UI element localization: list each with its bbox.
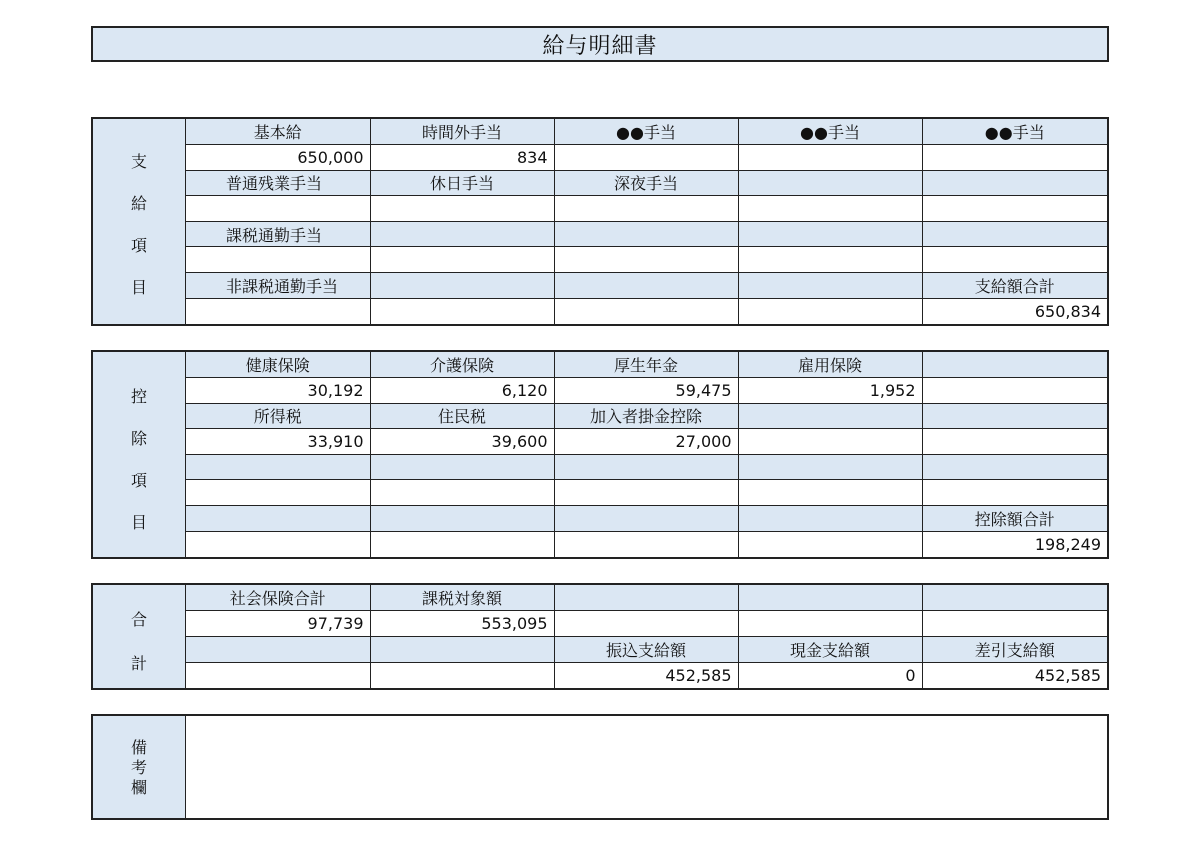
total-label-cell [738, 585, 922, 611]
deduction-value-cell[interactable] [370, 480, 554, 506]
remarks-field[interactable] [186, 716, 1107, 818]
payment-label-cell [370, 221, 554, 247]
side-char: 項 [130, 471, 147, 490]
total-value-cell[interactable]: 452,585 [922, 662, 1107, 688]
payment-value-cell[interactable] [554, 145, 738, 171]
deduction-label-cell [370, 454, 554, 480]
total-value-cell[interactable] [554, 611, 738, 637]
total-value-cell[interactable]: 452,585 [554, 662, 738, 688]
deduction-label-cell: 所得税 [186, 403, 370, 429]
document-title [91, 26, 1109, 62]
payment-value-cell[interactable] [554, 298, 738, 324]
deduction-value-row [186, 429, 1107, 455]
deduction-label-cell [738, 454, 922, 480]
deduction-value-cell[interactable]: 39,600 [370, 429, 554, 455]
deduction-label-row [186, 352, 1107, 378]
side-char: 控 [130, 387, 147, 406]
side-char: 支 [130, 152, 147, 171]
total-value-cell[interactable]: 0 [738, 662, 922, 688]
deduction-table [186, 352, 1107, 557]
total-value-cell[interactable]: 97,739 [186, 611, 370, 637]
total-label-cell [922, 585, 1107, 611]
payment-value-cell[interactable] [370, 247, 554, 273]
deduction-value-cell[interactable] [738, 429, 922, 455]
total-label-cell [554, 585, 738, 611]
total-value-row [186, 611, 1107, 637]
deduction-label-cell [186, 506, 370, 532]
deduction-value-cell[interactable]: 30,192 [186, 378, 370, 404]
side-char: 目 [130, 513, 147, 532]
payment-value-cell[interactable]: 650,834 [922, 298, 1107, 324]
deduction-value-cell[interactable]: 27,000 [554, 429, 738, 455]
payment-label-cell [922, 221, 1107, 247]
payment-label-cell [554, 273, 738, 299]
payment-value-cell[interactable] [370, 196, 554, 222]
payment-value-row [186, 298, 1107, 324]
deduction-label-row [186, 454, 1107, 480]
payment-label-row [186, 170, 1107, 196]
payment-value-cell[interactable] [738, 145, 922, 171]
side-char: 備 [130, 738, 147, 757]
deduction-value-cell[interactable]: 1,952 [738, 378, 922, 404]
deduction-label-cell [738, 403, 922, 429]
deduction-label-cell: 厚生年金 [554, 352, 738, 378]
title-text: 給与明細書 [542, 33, 658, 59]
payment-label-cell: 時間外手当 [370, 119, 554, 145]
payment-value-cell[interactable] [186, 196, 370, 222]
deduction-value-cell[interactable] [186, 531, 370, 557]
total-value-cell[interactable] [186, 662, 370, 688]
payment-label-cell [370, 273, 554, 299]
deduction-label-cell [554, 506, 738, 532]
deduction-value-cell[interactable] [922, 480, 1107, 506]
total-label-row [186, 585, 1107, 611]
deduction-label-cell [738, 506, 922, 532]
total-label-row [186, 637, 1107, 663]
payment-label-cell [738, 273, 922, 299]
deduction-label-cell [922, 454, 1107, 480]
side-char: 考 [130, 758, 147, 777]
payment-value-cell[interactable] [922, 247, 1107, 273]
payment-label-cell: ●●手当 [738, 119, 922, 145]
total-label-cell: 社会保険合計 [186, 585, 370, 611]
payment-label-cell [738, 221, 922, 247]
payment-label-row [186, 119, 1107, 145]
deduction-value-cell[interactable] [186, 480, 370, 506]
deduction-label-cell [922, 403, 1107, 429]
deduction-side-label [93, 352, 186, 557]
total-label-cell [186, 637, 370, 663]
payment-label-cell: 深夜手当 [554, 170, 738, 196]
deduction-label-cell: 介護保険 [370, 352, 554, 378]
total-label-cell: 差引支給額 [922, 637, 1107, 663]
total-value-row [186, 662, 1107, 688]
side-char: 給 [130, 194, 147, 213]
deduction-value-cell[interactable] [738, 480, 922, 506]
deduction-label-row [186, 506, 1107, 532]
remarks-side-label [93, 716, 186, 818]
deduction-value-cell[interactable]: 198,249 [922, 531, 1107, 557]
payment-value-cell[interactable] [186, 247, 370, 273]
total-label-cell [370, 637, 554, 663]
side-char: 計 [130, 654, 147, 673]
payment-value-cell[interactable]: 650,000 [186, 145, 370, 171]
deduction-value-cell[interactable] [554, 480, 738, 506]
payment-label-cell: ●●手当 [554, 119, 738, 145]
payment-label-cell: ●●手当 [922, 119, 1107, 145]
deduction-value-row [186, 378, 1107, 404]
deduction-section [91, 350, 1109, 559]
deduction-label-cell: 健康保険 [186, 352, 370, 378]
deduction-value-cell[interactable] [554, 531, 738, 557]
remarks-section [91, 714, 1109, 820]
side-char: 除 [130, 429, 147, 448]
payment-value-row [186, 145, 1107, 171]
deduction-value-cell[interactable] [922, 378, 1107, 404]
side-char: 欄 [130, 778, 147, 797]
side-char: 合 [130, 610, 147, 629]
payment-label-cell [554, 221, 738, 247]
payment-label-cell: 支給額合計 [922, 273, 1107, 299]
deduction-value-cell[interactable]: 59,475 [554, 378, 738, 404]
payment-value-cell[interactable] [554, 247, 738, 273]
total-value-cell[interactable] [370, 662, 554, 688]
payment-label-cell: 非課税通勤手当 [186, 273, 370, 299]
deduction-value-row [186, 480, 1107, 506]
total-value-cell[interactable]: 553,095 [370, 611, 554, 637]
deduction-label-cell: 控除額合計 [922, 506, 1107, 532]
payment-label-row [186, 273, 1107, 299]
payment-value-cell[interactable] [738, 247, 922, 273]
payment-label-cell: 基本給 [186, 119, 370, 145]
deduction-value-cell[interactable] [370, 531, 554, 557]
payment-value-cell[interactable]: 834 [370, 145, 554, 171]
side-char: 目 [130, 278, 147, 297]
total-table [186, 585, 1107, 688]
payment-value-cell[interactable] [922, 145, 1107, 171]
payment-value-cell[interactable] [738, 298, 922, 324]
deduction-value-cell[interactable]: 33,910 [186, 429, 370, 455]
payment-label-cell: 普通残業手当 [186, 170, 370, 196]
deduction-value-cell[interactable]: 6,120 [370, 378, 554, 404]
payment-value-cell[interactable] [554, 196, 738, 222]
total-section [91, 583, 1109, 690]
payment-side-label [93, 119, 186, 324]
payment-label-cell: 休日手当 [370, 170, 554, 196]
deduction-value-cell[interactable] [922, 429, 1107, 455]
payment-value-row [186, 247, 1107, 273]
payment-label-row [186, 221, 1107, 247]
payment-value-cell[interactable] [738, 196, 922, 222]
deduction-label-cell [922, 352, 1107, 378]
total-value-cell[interactable] [922, 611, 1107, 637]
payment-value-row [186, 196, 1107, 222]
deduction-value-cell[interactable] [738, 531, 922, 557]
payment-label-cell: 課税通勤手当 [186, 221, 370, 247]
deduction-label-cell [554, 454, 738, 480]
total-side-label [93, 585, 186, 688]
deduction-label-cell [370, 506, 554, 532]
deduction-value-row [186, 531, 1107, 557]
payment-section [91, 117, 1109, 326]
payment-label-cell [922, 170, 1107, 196]
deduction-label-cell: 雇用保険 [738, 352, 922, 378]
deduction-label-cell: 加入者掛金控除 [554, 403, 738, 429]
payment-value-cell[interactable] [186, 298, 370, 324]
total-label-cell: 現金支給額 [738, 637, 922, 663]
payment-table [186, 119, 1107, 324]
total-label-cell: 課税対象額 [370, 585, 554, 611]
deduction-label-cell [186, 454, 370, 480]
deduction-label-cell: 住民税 [370, 403, 554, 429]
payment-value-cell[interactable] [370, 298, 554, 324]
side-char: 項 [130, 236, 147, 255]
total-value-cell[interactable] [738, 611, 922, 637]
total-label-cell: 振込支給額 [554, 637, 738, 663]
payment-label-cell [738, 170, 922, 196]
deduction-label-row [186, 403, 1107, 429]
payment-value-cell[interactable] [922, 196, 1107, 222]
